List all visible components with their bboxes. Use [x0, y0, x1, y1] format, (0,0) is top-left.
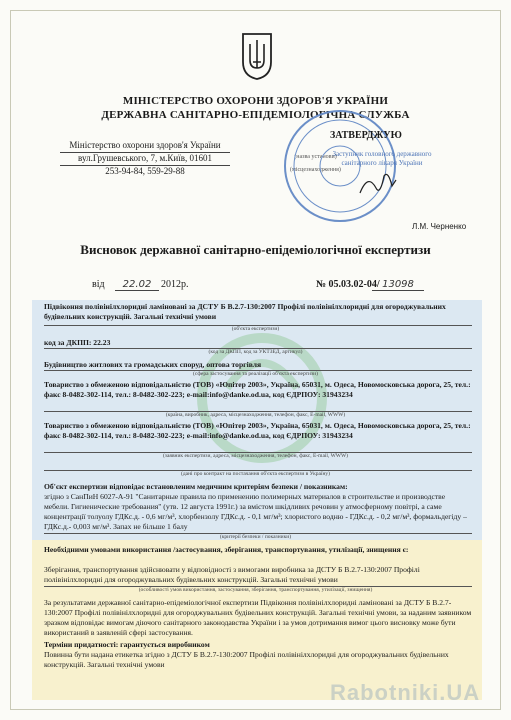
- criteria-heading: Об'єкт експертизи відповідає встановленим медичним критеріям безпеки / показникам:: [44, 482, 348, 491]
- warranty-text: Повинна бути надана етикетка згідно з ДСТУ Б В.2.7-130:2007 Профілі полівінілхлоридні для огороджувальних будівельних конструкцій. Загальні технічні умови: [44, 650, 449, 669]
- number-label: № 05.03.02-04/: [316, 279, 380, 290]
- scope-caption: (сфера застосування та реалізації об'єкта експертизи): [193, 371, 318, 377]
- object-caption: (об'єкта експертизи): [231, 326, 280, 332]
- stamp-text: Заступник головного державного санітарного лікаря України: [332, 150, 432, 167]
- code-text: код за ДКПП: 22.23: [44, 338, 111, 347]
- contract-caption: (дані про контракт на постачання об'єкта експертизи в Україну): [181, 471, 330, 477]
- institution-block: [60, 140, 341, 177]
- site-watermark: Rabotniki.UA: [330, 680, 481, 705]
- trident-emblem-icon: [240, 32, 274, 80]
- institution-address-caption: (місцезнаходження): [290, 167, 341, 173]
- scope-text: Будівництво житлових та громадських споруд, оптова торгівля: [44, 360, 262, 369]
- service-title: ДЕРЖАВНА САНІТАРНО-ЕПІДЕМІОЛОГІЧНА СЛУЖБА: [101, 109, 410, 121]
- institution-name: Міністерство охорони здоров'я України: [60, 140, 230, 153]
- conclusion-text: За результатами державної санітарно-епідеміологічної експертизи Підвіконня полівінілхлоридні ламіновані за ДСТУ Б В.2.7-130:2007 Профілі полівінілхлоридні для огороджувальних будівельних конструкцій. Загальні технічні умови, за наданим заявником зразком відповідає вимогам діючого санітарного законодавства України і за умов дотримання вимог цього висновку може бути використаний в заявленій сфері застосування.: [44, 598, 472, 637]
- signer-name: Л.М. Черненко: [412, 222, 467, 231]
- applicant-caption: (заявник експертизи, адреса, місцезнаходження, телефон, факс, E-mail, WWW): [162, 453, 349, 459]
- ministry-title: МІНІСТЕРСТВО ОХОРОНИ ЗДОРОВ'Я УКРАЇНИ: [122, 95, 389, 107]
- conditions-text: Зберігання, транспортування здійснювати у відповідності з вимогами виробника за ДСТУ Б В.2.7-130:2007 Профілі полівінілхлоридні для огороджувальних будівельних конструкцій. Загальні технічні умови: [44, 565, 420, 584]
- code-caption: (код за ДКПП, код за УКТЗЕД, артикул): [208, 349, 303, 355]
- institution-address: вул.Грушевського, 7, м.Київ, 01601: [60, 153, 230, 166]
- approval-label: ЗАТВЕРДЖУЮ: [330, 130, 402, 141]
- conditions-caption: (особливості умов використання, застосування, зберігання, транспортування, утилізації, знищення): [138, 587, 373, 593]
- date-prefix: від: [92, 279, 105, 290]
- manufacturer-caption: (країна, виробник, адреса, місцезнаходження, телефон, факс, E-mail, WWW): [165, 412, 346, 418]
- criteria-caption: (критерії безпеки / показники): [219, 534, 292, 540]
- institution-name-caption: (назва установи): [294, 154, 337, 160]
- date-year: 2012р.: [161, 279, 189, 290]
- object-text: Підвіконня полівінілхлоридні ламіновані за ДСТУ Б В.2.7-130:2007 Профілі полівінілхлоридні для огороджувальних будівельних конструкцій. Загальні технічні умови: [44, 302, 446, 321]
- applicant-text: Товариство з обмеженою відповідальністю (ТОВ) «Юпітер 2003», Україна, 65031, м. Одеса, Новомосковська дорога, 25, тел.: факс 8-0482-302-114, тел.: 8-0482-302-223; e-mail:info@danke.od.ua, код ЄДРПОУ: 31943234: [44, 421, 471, 440]
- document-number: 13098: [372, 279, 424, 291]
- warranty-heading: Терміни придатності: гарантується виробником: [44, 640, 210, 649]
- criteria-text: згідно з СанПиН 6027-А-91 "Санитарные правила по применению полимерных материалов в строительстве и производстве мебели. Гигиенические требования" (утв. 12 августа 1991г.) за вмістом шкідливих речовин у атмосферному повітрі, а саме концентрації толуолу ГДКс.д. - 0,6 мг/м³, хлорбензолу ГДКс.д. - 0,1 мг/м³; хлористого водню - ГДКс.д. - 0,2 мг/м³, формальдегіду – ГДКс.д.- 0,003 мг/м³. Запах не більше 1 балу: [44, 492, 467, 531]
- conditions-heading: Необхідними умовами використання /застосування, зберігання, транспортування, утилізації, знищення є:: [44, 545, 409, 554]
- institution-phones: 253-94-84, 559-29-88: [105, 166, 185, 176]
- date-day-month: 22.02: [115, 279, 159, 291]
- document-title: Висновок державної санітарно-епідеміологічної експертизи: [80, 242, 431, 257]
- handwritten-signature: [358, 168, 398, 198]
- manufacturer-text: Товариство з обмеженою відповідальністю (ТОВ) «Юпітер 2003», Україна, 65031, м. Одеса, Новомосковська дорога, 25, тел.: факс 8-0482-302-114, тел.: 8-0482-302-223; e-mail:info@danke.od.ua, код ЄДРПОУ: 31943234: [44, 380, 471, 399]
